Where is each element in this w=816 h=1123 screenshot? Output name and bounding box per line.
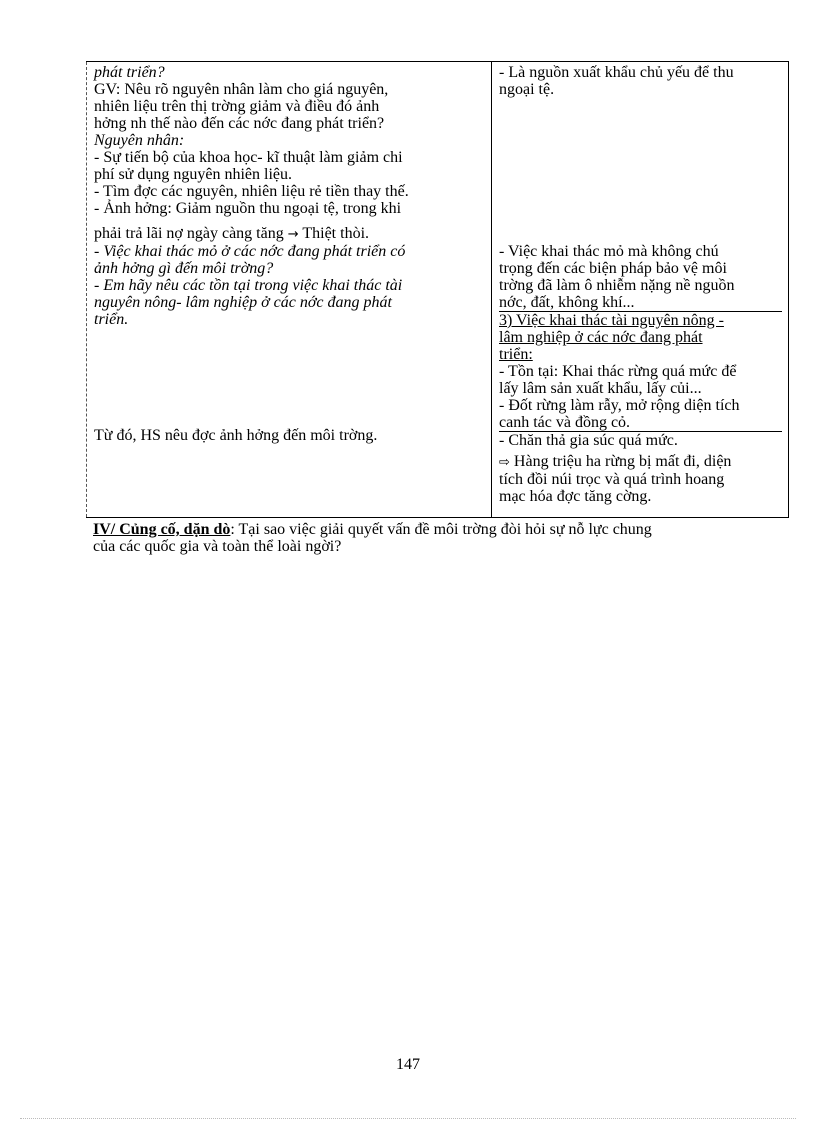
consolidation-label: IV/ Củng cố, dặn dò — [93, 521, 231, 538]
right-line: - Chăn thả gia súc quá mức. — [499, 432, 678, 449]
left-line: nguyên nông- lâm nghiệp ở các nớc đang phát — [94, 294, 392, 311]
right-line: canh tác và đồng cỏ. — [499, 414, 782, 432]
section-heading: 3) Việc khai thác tài nguyên nông - — [499, 312, 724, 329]
right-line: - Đốt rừng làm rẫy, mở rộng diện tích — [499, 397, 740, 414]
right-arrow-icon: → — [287, 227, 299, 242]
right-line: tích đồi núi trọc và quá trình hoang — [499, 471, 725, 488]
right-line: mạc hóa đợc tăng cờng. — [499, 488, 652, 505]
left-line: - Tìm đợc các nguyên, nhiên liệu rẻ tiền thay thế. — [94, 183, 409, 200]
consolidation-text: của các quốc gia và toàn thể loài ngời? — [93, 538, 342, 555]
right-line: trọng đến các biện pháp bảo vệ môi — [499, 260, 727, 277]
left-line-text: Thiệt thòi. — [298, 225, 370, 242]
page-divider — [20, 1118, 796, 1119]
implies-arrow-icon: ⇨ — [499, 455, 510, 470]
right-line: trờng đã làm ô nhiễm nặng nề nguồn — [499, 277, 735, 294]
left-line: Từ đó, HS nêu đợc ảnh hởng đến môi trờng. — [94, 427, 378, 444]
left-line: phát triển? — [94, 64, 165, 81]
left-line: - Việc khai thác mỏ ở các nớc đang phát triển có — [94, 243, 406, 260]
section-heading: triển: — [499, 346, 533, 363]
table-row — [87, 62, 789, 518]
right-line: nớc, đất, không khí... — [499, 294, 782, 312]
right-line: lấy lâm sản xuất khẩu, lấy củi... — [499, 380, 702, 397]
right-line-text: Hàng triệu ha rừng bị mất đi, diện — [509, 453, 732, 470]
right-line — [499, 453, 782, 471]
right-line: - Là nguồn xuất khẩu chủ yếu để thu — [499, 64, 734, 81]
consolidation-text: : Tại sao việc giải quyết vấn đề môi trờng đòi hỏi sự nỗ lực chung — [230, 521, 652, 538]
left-line: - Sự tiến bộ của khoa học- kĩ thuật làm giảm chi — [94, 149, 403, 166]
left-line: - Ảnh hởng: Giảm nguồn thu ngoại tệ, trong khi — [94, 200, 402, 217]
page-number: 147 — [396, 1056, 420, 1073]
left-line: - Em hãy nêu các tồn tại trong việc khai thác tài — [94, 277, 403, 294]
section-heading: lâm nghiệp ở các nớc đang phát — [499, 329, 703, 346]
left-line-text: phải trả lãi nợ ngày càng tăng — [94, 225, 284, 242]
left-line: nhiên liệu trên thị trờng giảm và điều đó ảnh — [94, 98, 380, 115]
consolidation-note — [93, 521, 763, 555]
right-line: ngoại tệ. — [499, 81, 555, 98]
left-line — [94, 225, 485, 243]
teacher-activity-cell — [87, 62, 492, 518]
left-line: Nguyên nhân: — [94, 132, 185, 149]
left-line: phí sử dụng nguyên nhiên liệu. — [94, 166, 292, 183]
left-line: hởng nh thế nào đến các nớc đang phát triển? — [94, 115, 385, 132]
right-line: - Tồn tại: Khai thác rừng quá mức để — [499, 363, 737, 380]
left-line: ảnh hởng gì đến môi trờng? — [94, 260, 274, 277]
left-line: GV: Nêu rõ nguyên nhân làm cho giá nguyên, — [94, 81, 389, 98]
lesson-table — [86, 61, 789, 518]
content-cell — [492, 62, 789, 518]
left-line: triển. — [94, 311, 129, 328]
right-line: - Việc khai thác mỏ mà không chú — [499, 243, 719, 260]
